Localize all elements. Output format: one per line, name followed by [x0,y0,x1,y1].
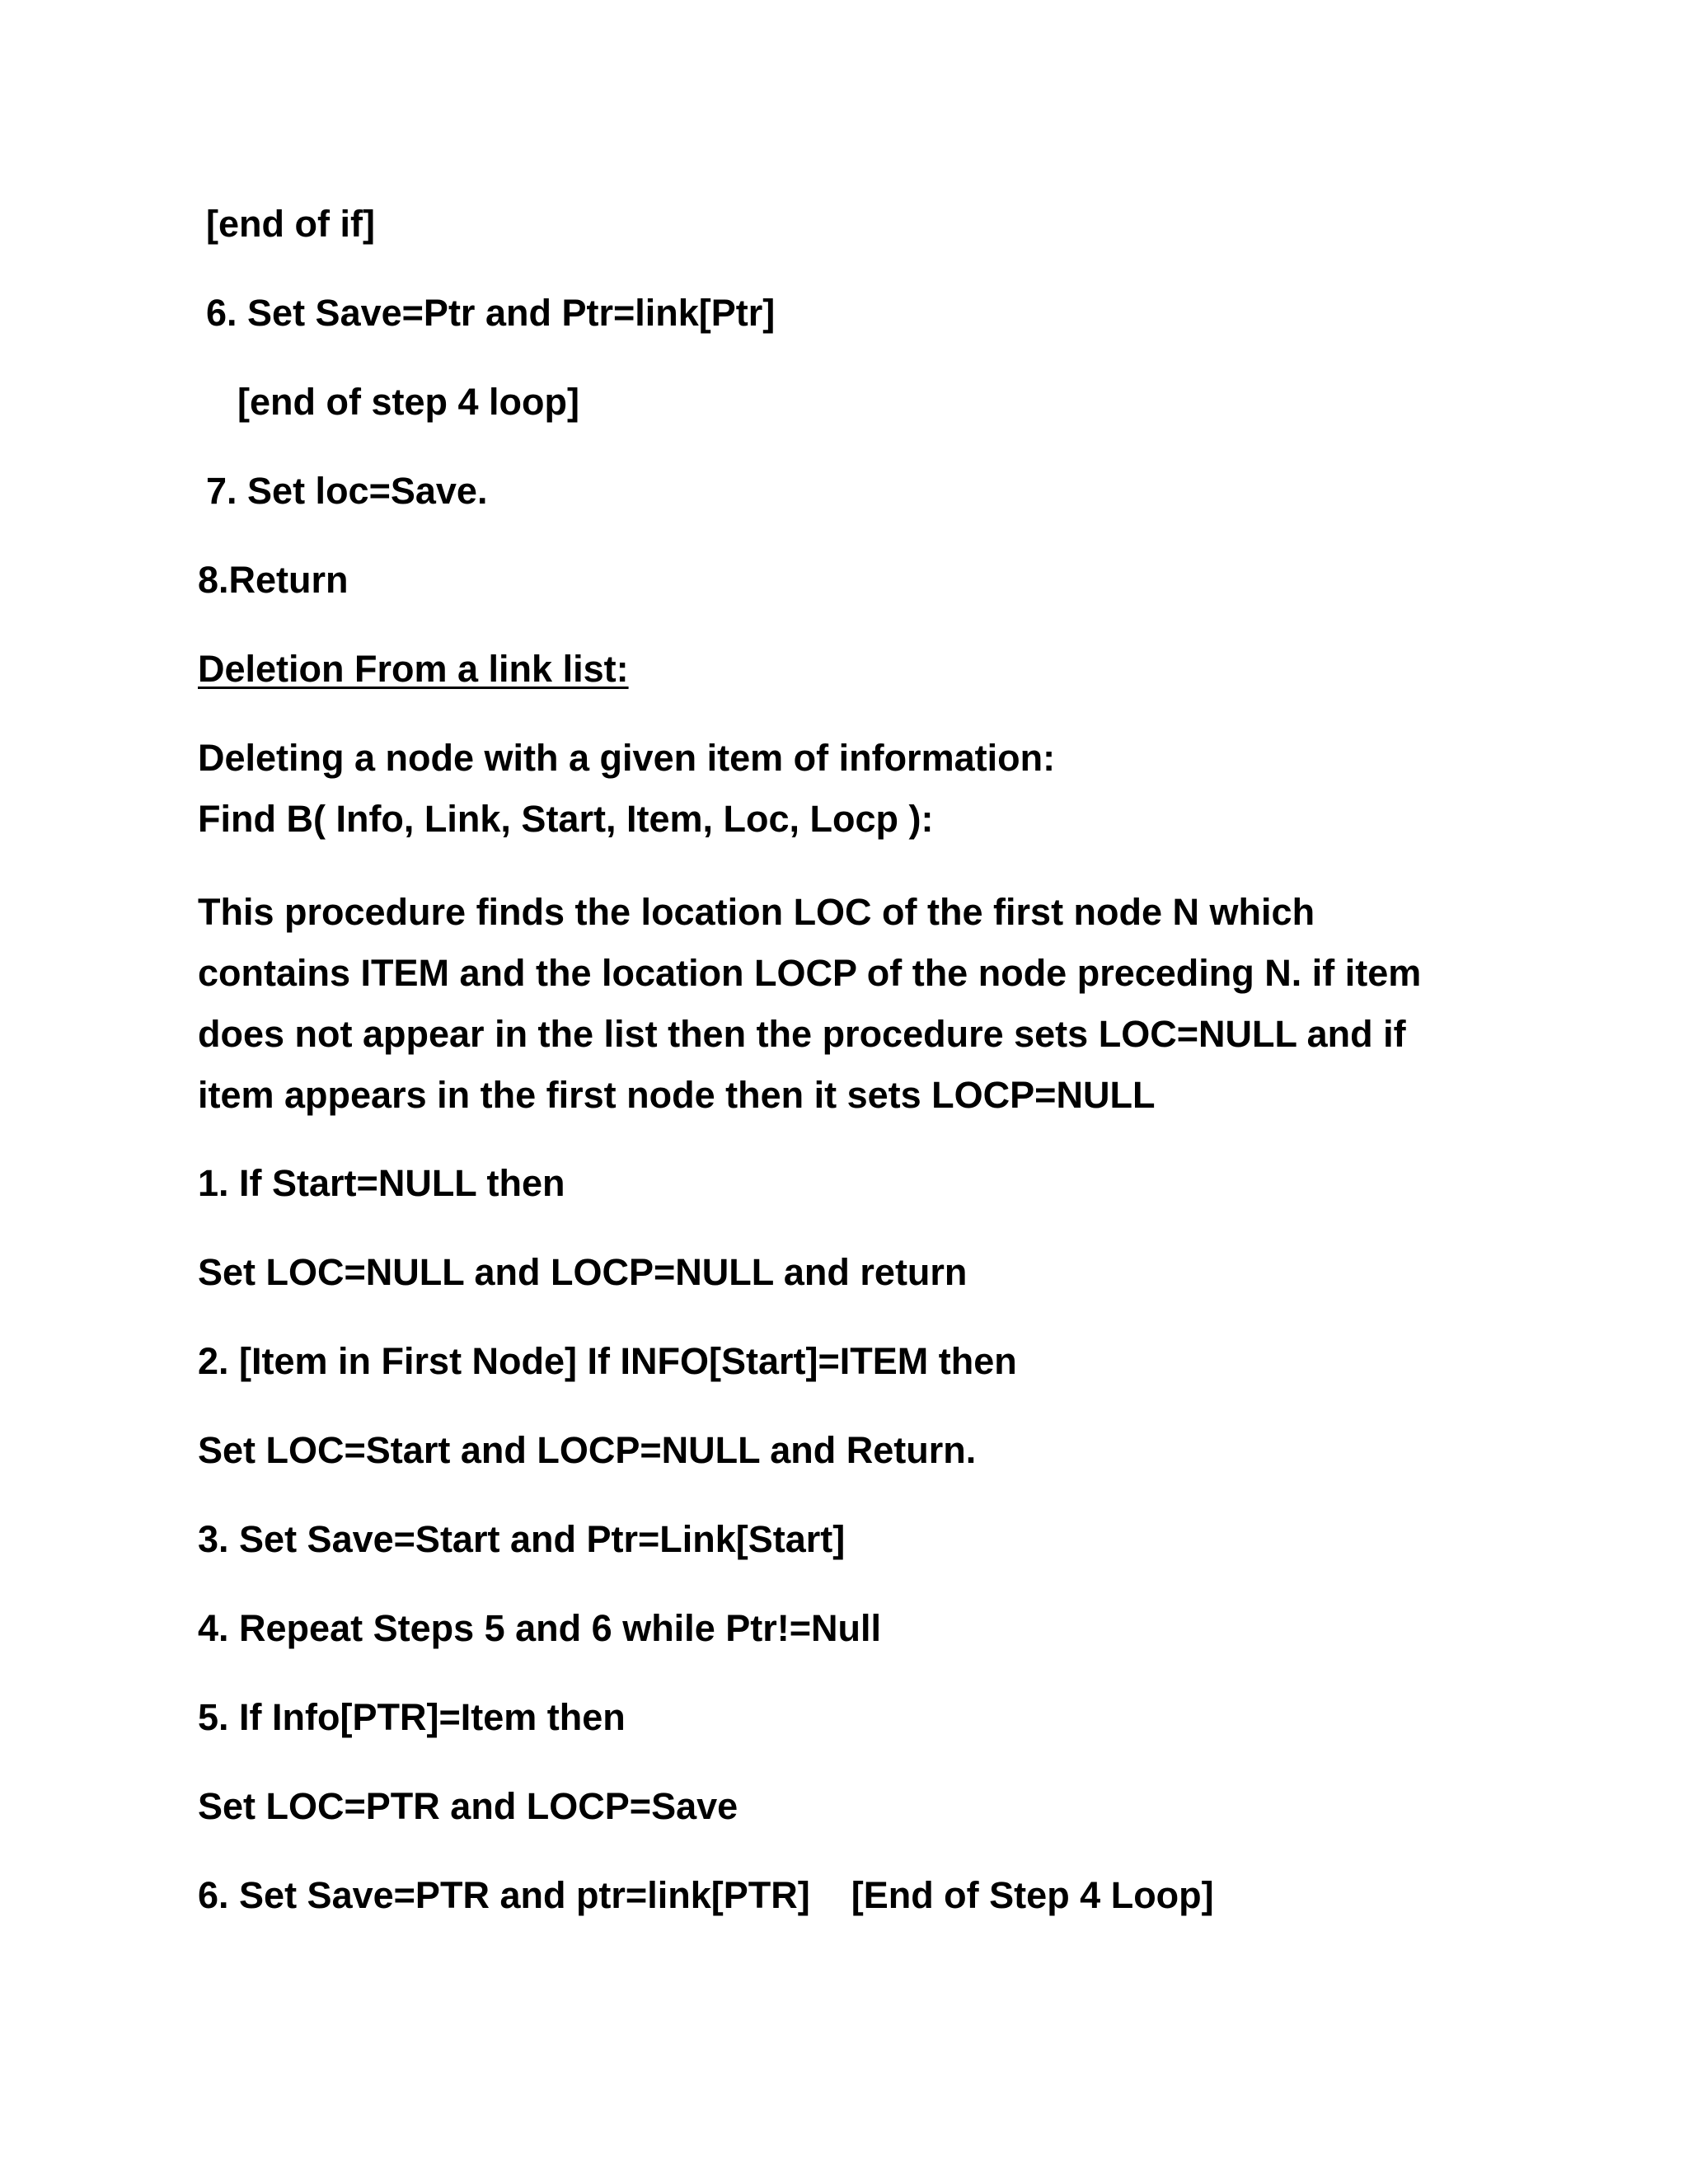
section-heading: Deletion From a link list: [198,648,629,690]
step-3: 3. Set Save=Start and Ptr=Link[Start] [198,1518,846,1560]
step-1: 1. If Start=NULL then [198,1162,565,1204]
step-6: 6. Set Save=PTR and ptr=link[PTR] [End of Step 4 Loop] [198,1874,1214,1916]
step-1-action: Set LOC=NULL and LOCP=NULL and return [198,1251,968,1293]
step-2: 2. [Item in First Node] If INFO[Start]=ITEM then [198,1340,1017,1382]
step-5-action: Set LOC=PTR and LOCP=Save [198,1785,738,1827]
step-4: 4. Repeat Steps 5 and 6 while Ptr!=Null [198,1607,881,1649]
description-line: This procedure finds the location LOC of the first node N which [198,891,1315,933]
subtitle-line-1: Deleting a node with a given item of information: [198,737,1056,779]
step-2-action: Set LOC=Start and LOCP=NULL and Return. [198,1429,977,1471]
description-line: does not appear in the list then the procedure sets LOC=NULL and if [198,1013,1406,1055]
step-6-previous: 6. Set Save=Ptr and Ptr=link[Ptr] [206,292,776,334]
procedure-description [198,882,1484,1126]
step-7-previous: 7. Set loc=Save. [206,470,488,512]
description-line: item appears in the first node then it sets LOCP=NULL [198,1074,1156,1116]
end-of-step-4-loop-previous: [end of step 4 loop] [237,381,579,423]
step-8-previous: 8.Return [198,559,349,601]
subtitle-line-2: Find B( Info, Link, Start, Item, Loc, Locp ): [198,798,934,840]
end-of-if-line: [end of if] [206,203,375,245]
step-5: 5. If Info[PTR]=Item then [198,1696,626,1738]
description-line: contains ITEM and the location LOCP of the node preceding N. if item [198,952,1422,994]
